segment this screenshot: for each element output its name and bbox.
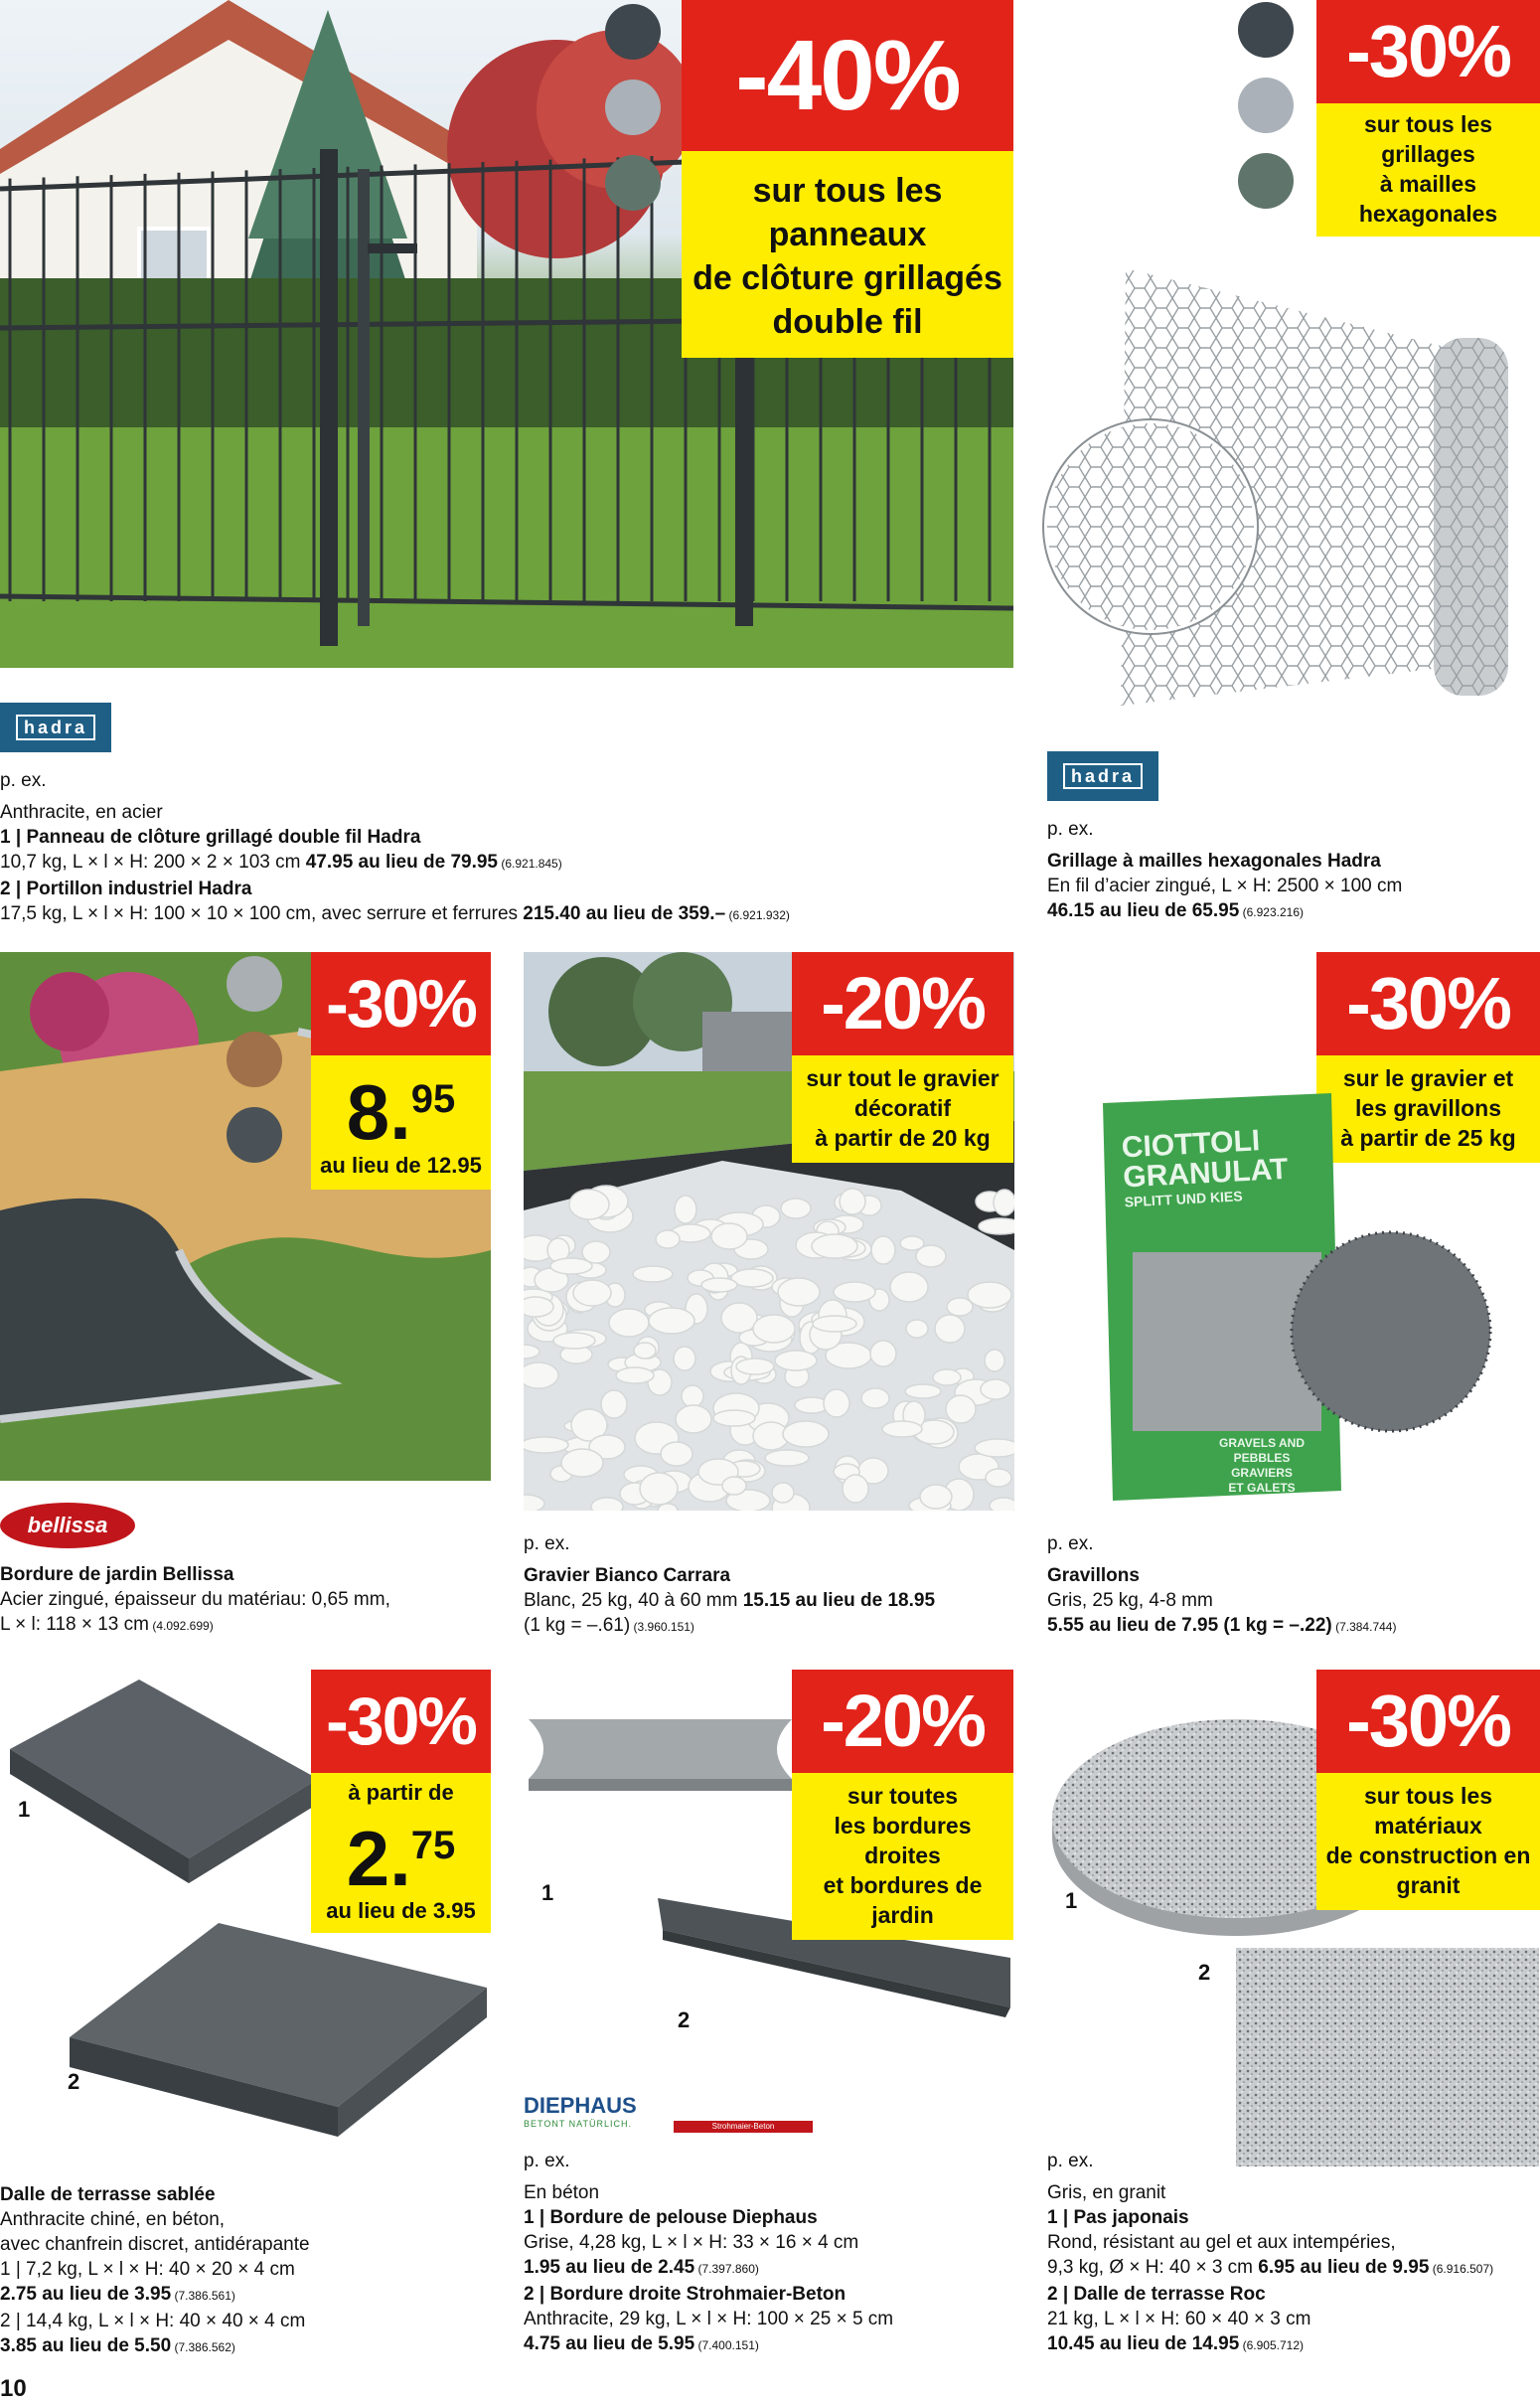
pebble [736,1359,774,1374]
borders-item2-price-line [524,2331,1030,2358]
fence-item2-title: 2 | Portillon industriel Hadra [0,879,252,899]
pebble [649,1308,694,1334]
pebble [601,1390,627,1418]
hex-ref: (6.923.216) [1239,905,1305,919]
fence-item2-price: 215.40 au lieu de 359.– [523,903,726,924]
fence-item2-specs: 17,5 kg, L × l × H: 100 × 10 × 100 cm, avec serrure et ferrures [0,903,524,924]
slab-offer-text [311,1773,491,1933]
white-gravel-specs: Blanc, 25 kg, 40 à 60 mm [524,1590,743,1611]
gravillons-description [1047,1531,1540,1640]
pebble [553,1333,595,1349]
white-gravel-ref: (3.960.151) [630,1620,694,1634]
fence-item1-title: 1 | Panneau de clôture grillagé double fil Hadra [0,827,421,848]
borders-material: En béton [524,2182,600,2203]
pebble [711,1223,747,1249]
borders-discount: -20% [792,1670,1013,1773]
pebble [840,1189,865,1214]
bellissa-logo: bellissa [0,1503,135,1548]
fence-item1-specs: 10,7 kg, L × l × H: 200 × 2 × 103 cm [0,852,306,873]
white-gravel-offer-line: à partir de 20 kg [815,1125,991,1151]
white-gravel-price-line [524,1588,1020,1613]
borders-item1-specs: Grise, 4,28 kg, L × l × H: 33 × 16 × 4 cm [524,2232,859,2253]
pebble [986,1469,1011,1487]
borders-offer-line: sur toutes [847,1783,959,1809]
hadra-logo-text: hadra [1063,763,1143,789]
pebble [656,1230,680,1248]
granite-pex: p. ex. [1047,2151,1094,2171]
granite-item1-title: 1 | Pas japonais [1047,2207,1189,2228]
gravillons-title: Gravillons [1047,1565,1140,1586]
fence-offer-line: sur tous les panneaux [752,172,943,253]
borders-offer-text [792,1773,1013,1940]
white-gravel-unit-line [524,1613,1020,1640]
color-swatch-anthracite [605,4,661,60]
gravillons-ref: (7.384.744) [1331,1620,1397,1634]
fence-description [0,768,994,928]
granite-price-tag [1316,1670,1540,1910]
granite-offer-text [1316,1773,1540,1910]
pebble [550,1258,592,1274]
color-swatch-silver [227,956,282,1012]
color-swatch-anthracite [1238,2,1294,58]
slab-title: Dalle de terrasse sablée [0,2184,216,2205]
pebble [633,1266,673,1282]
borders-item2-price: 4.75 au lieu de 5.95 [524,2333,695,2354]
page-number: 10 [0,2375,27,2402]
hex-offer-line: sur tous les grillages [1363,111,1493,167]
color-swatch-brown [227,1032,282,1087]
slab-discount: -30% [311,1670,491,1773]
granite-item2-title: 2 | Dalle de terrasse Roc [1047,2284,1266,2305]
granite-item2-ref: (6.905.712) [1239,2338,1305,2352]
border-image-number-2: 2 [678,2007,691,2032]
hadra-logo [0,703,111,752]
gravillons-specs: Gris, 25 kg, 4-8 mm [1047,1590,1213,1611]
slab-price-tag [311,1670,491,1933]
pebble [824,1389,849,1417]
white-gravel-offer-text [792,1055,1013,1163]
granite-offer-line: de construction en [1325,1843,1531,1868]
fence-offer-line: double fil [772,303,923,341]
edge-specs2: L × l: 118 × 13 cm [0,1614,149,1635]
pebble [524,1437,568,1453]
pebble [765,1450,809,1466]
pebble [674,1347,695,1370]
pebble [661,1442,693,1466]
hex-mesh-photo [1041,268,1540,706]
bag-bottom-line: GRAVIERS [1231,1466,1293,1480]
color-swatch-silver [1238,78,1294,133]
slab-line2: avec chanfrein discret, antidérapante [0,2234,310,2255]
bag-bottom-line: GRAVELS AND [1218,1436,1305,1450]
borders-item2-title: 2 | Bordure droite Strohmaier-Beton [524,2284,847,2305]
diephaus-logo [524,2093,637,2129]
fence-item1-line [0,850,994,877]
edge-price-cents: 95 [410,1077,456,1121]
borders-offer-line: et bordures de jardin [823,1872,983,1928]
borders-item1-ref: (7.397.860) [694,2262,759,2276]
white-gravel-unit: (1 kg = –.61) [524,1615,631,1636]
pebble [524,1362,558,1388]
bag-bottom-label [1182,1436,1341,1496]
fence-pex: p. ex. [0,770,47,791]
pebble [990,1498,1014,1511]
fence-item2-ref: (6.921.932) [725,908,790,922]
pebble [772,1483,794,1503]
white-gravel-discount: -20% [792,952,1013,1055]
borders-price-tag [792,1670,1013,1940]
slab-price-main: 2. [346,1815,411,1902]
white-gravel-price: 15.15 au lieu de 18.95 [742,1590,936,1611]
fence-price-tag [682,0,1013,358]
pebble [843,1475,868,1503]
edge-old-price: au lieu de 12.95 [320,1153,482,1178]
pebble [906,1320,928,1338]
pebble [573,1280,611,1306]
pebble [871,1236,895,1264]
pebble [713,1410,755,1426]
pebble [753,1315,795,1343]
pebble [994,1190,1014,1215]
bag-bottom-line: PEBBLES [1233,1451,1291,1465]
slab-description [0,2182,497,2360]
pebble [524,1297,553,1317]
strohmaier-logo: Strohmaier-Beton [674,2121,813,2133]
pebble [981,1379,1010,1399]
slab-item2-ref: (7.386.562) [171,2340,235,2354]
gravillons-offer-line: à partir de 25 kg [1340,1125,1516,1151]
granite-item1-ref: (6.916.507) [1429,2262,1494,2276]
gravillons-offer-line: les gravillons [1354,1095,1501,1121]
pebble [933,1369,961,1385]
gravel-bag-photo [1093,1093,1500,1501]
pebble [946,1395,976,1423]
slab-item2-price-line [0,2333,497,2360]
granite-offer-line: granit [1396,1872,1461,1898]
granite-item1-specs1: Rond, résistant au gel et aux intempéries, [1047,2232,1396,2253]
pebble [935,1315,965,1343]
border-image-number-1: 1 [541,1880,554,1905]
granite-description [1047,2149,1540,2358]
edge-title: Bordure de jardin Bellissa [0,1564,234,1585]
pebble [701,1278,737,1292]
granite-item2-specs: 21 kg, L × l × H: 60 × 40 × 3 cm [1047,2309,1311,2329]
pebble [783,1421,829,1447]
borders-item1-price: 1.95 au lieu de 2.45 [524,2257,695,2278]
hex-pex: p. ex. [1047,819,1094,840]
pebble [890,1272,928,1302]
pebble [916,1245,946,1267]
hex-discount: -30% [1316,0,1540,103]
slab-item2-price: 3.85 au lieu de 5.50 [0,2335,172,2356]
pebble [812,1234,857,1258]
pebble [861,1388,889,1408]
hex-title: Grillage à mailles hexagonales Hadra [1047,851,1381,872]
fence-item1-ref: (6.921.845) [498,857,562,871]
gravillons-price-line [1047,1613,1540,1640]
pebble [968,1282,1011,1308]
bag-label [1121,1123,1333,1211]
edge-description [0,1562,497,1639]
edge-specs1: Acier zingué, épaisseur du matériau: 0,65 mm, [0,1589,390,1610]
pebble [870,1341,896,1366]
pebble [569,1190,609,1219]
hex-description [1047,817,1534,925]
granite-item1-specs2: 9,3 kg, Ø × H: 40 × 3 cm [1047,2257,1259,2278]
pebble [561,1449,603,1477]
fence-material: Anthracite, en acier [0,802,163,823]
slab-image-number-2: 2 [68,2069,80,2094]
fence-offer-text [682,151,1013,358]
pebble [813,1316,856,1332]
diephaus-logo-text: DIEPHAUS [524,2093,637,2118]
white-gravel-pex: p. ex. [524,1533,570,1554]
diephaus-tagline: BETONT NATÜRLICH. [524,2119,633,2129]
color-swatch-anthracite [227,1107,282,1163]
granite-material: Gris, en granit [1047,2182,1166,2203]
white-gravel-offer-line: sur tout le gravier [806,1065,1000,1091]
slab-item1-ref: (7.386.561) [171,2289,235,2303]
granite-item1-price-line [1047,2255,1540,2282]
granite-item1-price: 6.95 au lieu de 9.95 [1258,2257,1430,2278]
gravillons-price: 5.55 au lieu de 7.95 [1047,1615,1219,1636]
granite-item2-price: 10.45 au lieu de 14.95 [1047,2333,1240,2354]
white-gravel-description [524,1531,1020,1640]
borders-pex: p. ex. [524,2151,570,2171]
granite-offer-line: sur tous les matériaux [1363,1783,1493,1839]
hex-offer-text [1316,103,1540,237]
slab-line1: Anthracite chiné, en béton, [0,2209,226,2230]
color-swatch-green [1238,153,1294,209]
borders-item2-specs: Anthracite, 29 kg, L × l × H: 100 × 25 × 5 cm [524,2309,894,2329]
pebble [676,1405,711,1433]
edge-ref: (4.092.699) [148,1619,214,1633]
white-gravel-offer-line: décoratif [853,1095,952,1121]
borders-item1-price-line [524,2255,1030,2282]
edge-sale-price [315,1059,487,1156]
fence-item2-line [0,901,994,928]
hex-specs: En fil d’acier zingué, L × H: 2500 × 100 cm [1047,876,1403,896]
pebble [905,1384,941,1398]
slab-item1-price-line [0,2282,497,2309]
bag-bottom-line: ET GALETS [1228,1481,1296,1495]
color-swatch-green [605,155,661,211]
gravillons-offer-line: sur le gravier et [1342,1065,1514,1091]
pebble [979,1218,1014,1234]
pebble [609,1309,649,1337]
gravillons-discount: -30% [1316,952,1540,1055]
pebble [975,1439,1014,1457]
granite-image-number-2: 2 [1198,1960,1211,1985]
slab-price-prefix: à partir de [348,1780,454,1805]
slab-sale-price [315,1807,487,1902]
fence-discount: -40% [682,0,1013,151]
pebble [634,1343,656,1359]
hex-price: 46.15 au lieu de 65.95 [1047,900,1240,921]
pebble [920,1485,952,1509]
gravillons-unit: (1 kg = –.22) [1218,1615,1332,1636]
fence-offer-line: de clôture grillagés [693,259,1002,297]
slab-old-price: au lieu de 3.95 [326,1898,476,1923]
pebble [775,1351,817,1370]
white-gravel-price-tag [792,952,1013,1163]
pebble [722,1477,746,1495]
pebble [778,1278,820,1306]
pebble [675,1196,696,1223]
hadra-logo [1047,751,1158,801]
slab-item2-specs: 2 | 14,4 kg, L × l × H: 40 × 40 × 4 cm [0,2311,306,2331]
granite-image-number-1: 1 [1065,1888,1078,1913]
pebble [591,1498,623,1511]
edge-specs2-line [0,1612,497,1639]
slab-price-cents: 75 [410,1824,456,1867]
hex-offer-line: à mailles hexagonales [1358,171,1498,227]
fence-item1-price: 47.95 au lieu de 79.95 [305,852,499,873]
slab-item1-specs: 1 | 7,2 kg, L × l × H: 40 × 20 × 4 cm [0,2259,295,2280]
borders-description [524,2149,1030,2358]
edge-discount: -30% [311,952,491,1055]
pebble [640,1473,678,1505]
bag-label-line: SPLITT UND KIES [1124,1188,1243,1210]
borders-item2-ref: (7.400.151) [694,2338,759,2352]
pebble [616,1367,654,1383]
bag-label-line: GRANULAT [1122,1152,1290,1195]
hadra-logo-text: hadra [16,715,95,740]
hex-mesh-illustration [1041,268,1540,706]
slab-image-number-1: 1 [18,1797,31,1822]
color-swatch-silver [605,80,661,135]
granite-item2-price-line [1047,2331,1540,2358]
pebble [834,1282,875,1302]
granite-discount: -30% [1316,1670,1540,1773]
borders-offer-line: les bordures droites [834,1813,972,1868]
borders-item1-title: 1 | Bordure de pelouse Diephaus [524,2207,818,2228]
edge-price-tag [311,952,491,1190]
gravillons-pex: p. ex. [1047,1533,1094,1554]
pebble [682,1385,703,1407]
hex-price-line [1047,898,1534,925]
pebble [781,1199,811,1218]
edge-offer-text [311,1055,491,1190]
pebble [985,1350,1004,1371]
pebble [721,1303,757,1333]
bag-label-line: CIOTTOLI [1120,1124,1261,1165]
pebble [882,1421,922,1437]
slab-item1-price: 2.75 au lieu de 3.95 [0,2284,172,2305]
edge-price-main: 8. [346,1068,411,1156]
hex-price-tag [1316,0,1540,237]
pebble [947,1298,973,1316]
white-gravel-title: Gravier Bianco Carrara [524,1565,731,1586]
